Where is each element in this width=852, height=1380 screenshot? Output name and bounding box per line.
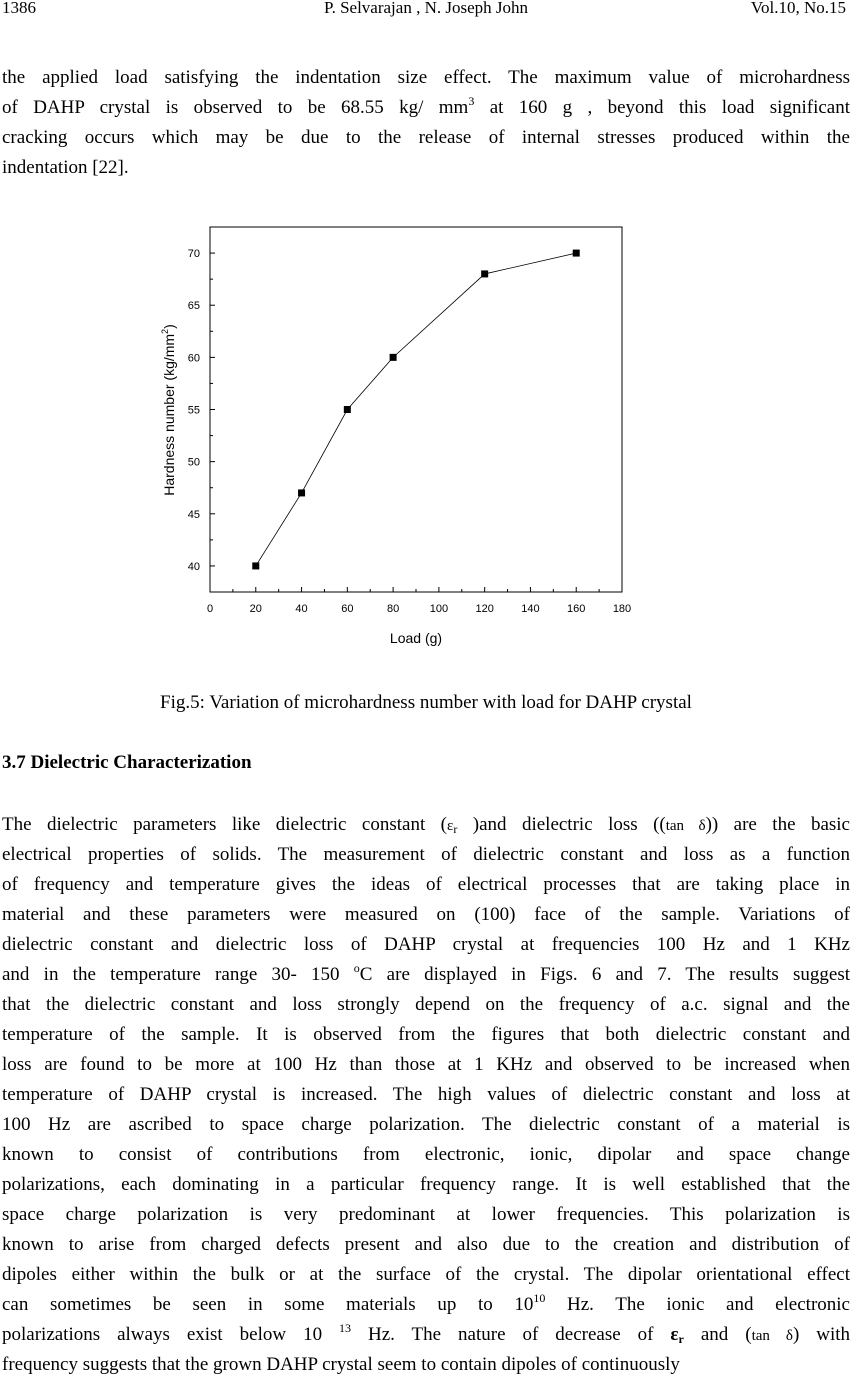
data-point [390, 354, 397, 361]
superscript: 3 [468, 94, 475, 108]
text-line: cracking occurs which may be due to the release of internal stresses produced within the [2, 127, 850, 148]
y-tick-label: 45 [187, 508, 200, 521]
x-tick-label: 160 [567, 603, 586, 615]
text-line: known to consist of contributions from electronic, ionic, dipolar and space change [2, 1144, 850, 1165]
text-line [2, 960, 850, 990]
x-tick-label: 180 [612, 603, 632, 615]
x-axis-ticks [207, 587, 631, 615]
y-tick-label: 55 [187, 404, 200, 417]
x-tick-label: 80 [386, 603, 400, 615]
superscript: 13 [339, 1321, 352, 1335]
text-span: polarizations always exist below 10 [2, 1324, 340, 1345]
data-point [573, 250, 580, 257]
text-line [2, 1290, 850, 1320]
text-span: ) with [792, 1324, 851, 1345]
text-span: can sometimes be seen in some materials up to 10 [2, 1294, 534, 1315]
y-tick-label: 40 [187, 560, 200, 573]
data-point [481, 270, 488, 277]
text-span: and ( [683, 1324, 752, 1345]
y-axis-ticks [188, 248, 215, 573]
header-page-number: 1386 [2, 0, 36, 17]
data-points [252, 250, 579, 570]
text-span: )and dielectric loss (( [457, 814, 666, 835]
text-line: electrical properties of solids. The measurement of dielectric constant and loss as a function [2, 844, 850, 865]
text-line: space charge polarization is very predominant at lower frequencies. This polarization is [2, 1204, 850, 1225]
tan-delta-symbol: tan δ [665, 818, 706, 834]
text-line: 100 Hz are ascribed to space charge polarization. The dielectric constant of a material is [2, 1114, 850, 1135]
text-span: The dielectric parameters like dielectric constant ( [2, 814, 447, 835]
header-volume: Vol.10, No.15 [750, 0, 846, 17]
text-line: dielectric constant and dielectric loss of DAHP crystal at frequencies 100 Hz and 1 KHz [2, 934, 850, 955]
data-point [298, 489, 305, 496]
y-tick-label: 50 [187, 456, 200, 469]
x-tick-label: 140 [521, 603, 540, 615]
text-line: of frequency and temperature gives the ideas of electrical processes that are taking place in [2, 874, 850, 895]
data-point [252, 562, 259, 569]
text-line [2, 1320, 850, 1350]
y-tick-label: 60 [187, 352, 200, 365]
dielectric-paragraph [2, 810, 850, 1380]
y-axis-label: Hardness number $(kg/mm^2)$ [160, 324, 177, 496]
y-tick-label: 65 [187, 300, 200, 313]
text-span: and in the temperature range 30- 150 [2, 964, 354, 985]
text-span: Hz. The ionic and electronic [545, 1294, 850, 1315]
text-span: of DAHP crystal is observed to be 68.55 kg/ mm [2, 97, 469, 118]
text-span: )) are the basic [705, 814, 850, 835]
plot-frame [210, 227, 622, 592]
figure-caption: Fig.5: Variation of microhardness number with load for DAHP crystal [160, 692, 692, 713]
text-line: temperature of DAHP crystal is increased. The high values of dielectric constant and loss at [2, 1084, 850, 1105]
text-line [2, 810, 850, 840]
superscript: 10 [533, 1291, 546, 1305]
text-span: C are displayed in Figs. 6 and 7. The results suggest [359, 964, 851, 985]
intro-paragraph [2, 63, 850, 183]
x-tick-label: 100 [429, 603, 449, 615]
epsilon-symbol: ε [447, 818, 454, 834]
text-line: material and these parameters were measured on (100) face of the sample. Variations of [2, 904, 850, 925]
subscript: r [453, 822, 458, 836]
page-header [0, 0, 852, 22]
text-line: frequency suggests that the grown DAHP crystal seem to contain dipoles of continuously [2, 1354, 680, 1375]
superscript: o [353, 961, 360, 975]
section-heading: 3.7 Dielectric Characterization [2, 752, 252, 773]
text-line: dipoles either within the bulk or at the surface of the crystal. The dipolar orientational effect [2, 1264, 850, 1285]
x-tick-label: 0 [206, 603, 214, 615]
data-point [344, 406, 351, 413]
x-tick-label: 120 [475, 603, 494, 615]
text-line: temperature of the sample. It is observed from the figures that both dielectric constant and [2, 1024, 850, 1045]
tan-delta-symbol: tan δ [751, 1328, 793, 1344]
text-line: known to arise from charged defects present and also due to the creation and distribution of [2, 1234, 850, 1255]
x-tick-label: 60 [341, 603, 354, 615]
text-line: indentation [22]. [2, 157, 129, 178]
text-line: the applied load satisfying the indentation size effect. The maximum value of microhardness [2, 67, 850, 88]
x-tick-label: 20 [249, 603, 262, 615]
text-span: at 160 g , beyond this load significant [474, 97, 850, 118]
x-tick-label: 40 [295, 603, 308, 615]
text-span: Hz. The nature of decrease of [351, 1324, 671, 1345]
text-line: polarizations, each dominating in a particular frequency range. It is well established that the [2, 1174, 850, 1195]
subscript: r [678, 1332, 684, 1346]
hardness-chart [150, 222, 650, 652]
series-line [256, 253, 576, 566]
epsilon-symbol: ε [670, 1324, 679, 1345]
y-tick-label: 70 [187, 248, 200, 261]
header-authors: P. Selvarajan , N. Joseph John [324, 0, 528, 17]
x-axis-label: Load (g) [389, 630, 443, 646]
text-line: loss are found to be more at 100 Hz than those at 1 KHz and observed to be increased when [2, 1054, 850, 1075]
text-line: that the dielectric constant and loss strongly depend on the frequency of a.c. signal and the [2, 994, 850, 1015]
text-line [2, 93, 850, 123]
